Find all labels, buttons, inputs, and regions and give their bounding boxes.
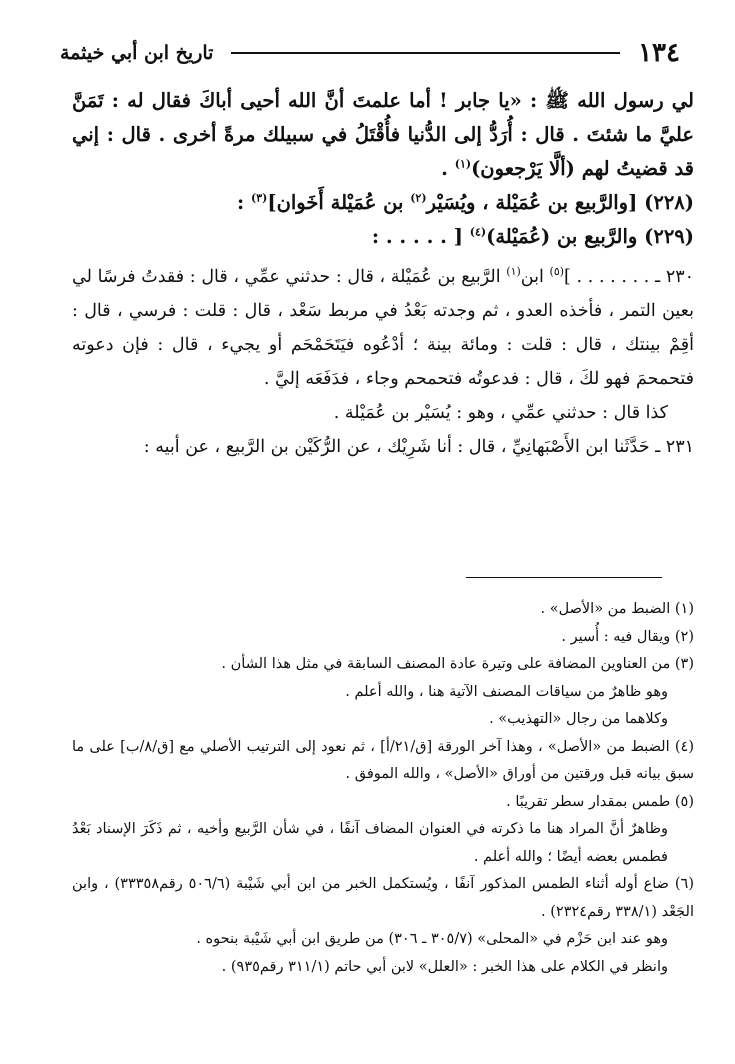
footnote-continuation: وهو ظاهرٌ من سياقات المصنف الآتية هنا ، والله أعلم . <box>345 683 668 700</box>
footnote-ref: (٤) <box>469 225 487 239</box>
footnote: (٦) ضاع أوله أثناء الطمس المذكور آنفًا ، ويُستكمل الخبر من ابن أبي شَيْبة (٥٠٦/٦ رقم٣٣٣٥٨) ، وابن الجَعْد (٣٣٨/١ رقم٢٣٢٤) . <box>72 876 694 920</box>
footnote-continuation: وهو عند ابن حَزْم في «المحلى» (٣٠٥/٧ ـ ٣٠٦) من طريق ابن أبي شَيْبة بنحوه . <box>196 931 668 947</box>
footnote: (٥) طمس بمقدار سطر تقريبًا . <box>506 793 694 810</box>
paragraph-231: ٢٣١ ـ حَدَّثَنا ابن الأَصْبَهانِيِّ ، قال : أنا شَرِيْك ، عن الرُّكَيْن بن الرَّبيع ، عن أبيه : <box>143 437 694 457</box>
paragraph-230: ٢٣٠ ـ . . . . . . . ]$^{(٥)}$ ابن$^{(١)}$ الرَّبيع بن عُمَيْلة ، قال : حدثني عمِّي ، قال : فقدتُ فرسًا لي بعين التمر ، فأخذه العدو ، ثم وجدته بَعْدُ في مربط سَعْد ، قال : قلت : فرسي ، قال : أقِمْ بينتك ، قال : قلت : ومائة بينة ؛ أدْعُوه فيَتَحَمْحَم أو يجيء ، قال : فإن دعوته فتحمحمَ فهو لكَ ، قال : فدعوتُه فتحمحم وجاء ، فدَفَعَه إليَّ . <box>72 265 695 389</box>
footnote-continuation: وكلاهما من رجال «التهذيب» . <box>489 711 668 727</box>
footnote: (٤) الضبط من «الأصل» ، وهذا آخر الورقة [ق/٢١/أ] ، ثم نعود إلى الترتيب الأصلي مع [ق/٨/ب] على ما سبق بيانه قبل ورقتين من أوراق «الأصل» ، والله الموفق . <box>72 738 694 782</box>
header-rule <box>231 52 620 54</box>
heading-228: (٢٢٨) [والرَّبيع بن عُمَيْلة ، ويُسَيْر$^{(٢)}$ بن عُمَيْلة أَخَوان]$^{(٣)}$ : <box>236 191 694 214</box>
paragraph-hadith-jabir: لي رسول الله ﷺ : «يا جابر ! أما علمتَ أنَّ الله أحيى أباكَ فقال له : تَمَنَّ عليَّ ما شئتَ . قال : أُرَدُّ إلى الدُّنيا فأُقْتَلُ في سبيلك مرةً أخرى . قال : إني قد قضيتُ لهم (ألَّا يَرْجعون)$^{(١)}$ . <box>72 89 694 180</box>
footnote-continuation: وانظر في الكلام على هذا الخبر : «العلل» لابن أبي حاتم (٣١١/١ رقم٩٣٥) . <box>221 958 668 975</box>
book-title: تاريخ ابن أبي خيثمة <box>60 42 214 64</box>
footnote: (٣) من العناوين المضافة على وتيرة عادة المصنف السابقة في مثل هذا الشأن . <box>221 656 694 672</box>
footnote-ref: (٣) <box>250 191 268 205</box>
page-header <box>60 36 680 70</box>
footnote-ref: (٢) <box>410 191 427 205</box>
footnote: (٢) ويقال فيه : أُسير . <box>561 628 694 645</box>
footnote-ref: (١) <box>506 265 521 279</box>
footnote-ref: (١) <box>454 157 472 171</box>
footnote-continuation: وظاهرٌ أنَّ المراد هنا ما ذكرته في العنوان المضاف آنفًا ، في شأن الرَّبيع وأخيه ، ثم ذَكَرَ الإسناد بَعْدُ فطمس بعضه أيضًا ؛ والله أعلم . <box>72 821 668 865</box>
footnotes <box>72 596 694 981</box>
paragraph-kadha: كذا قال : حدثني عمِّي ، وهو : يُسَيْر بن عُمَيْلة . <box>333 403 668 423</box>
footnote-separator <box>466 577 662 578</box>
footnote: (١) الضبط من «الأصل» . <box>540 601 694 617</box>
heading-229: (٢٢٩) والرَّبيع بن (عُمَيْلة)$^{(٤)}$ [ . . . . . : <box>371 225 694 248</box>
main-text <box>72 84 694 464</box>
page-number: ١٣٤ <box>638 38 680 68</box>
footnote-ref: (٥) <box>549 265 565 279</box>
